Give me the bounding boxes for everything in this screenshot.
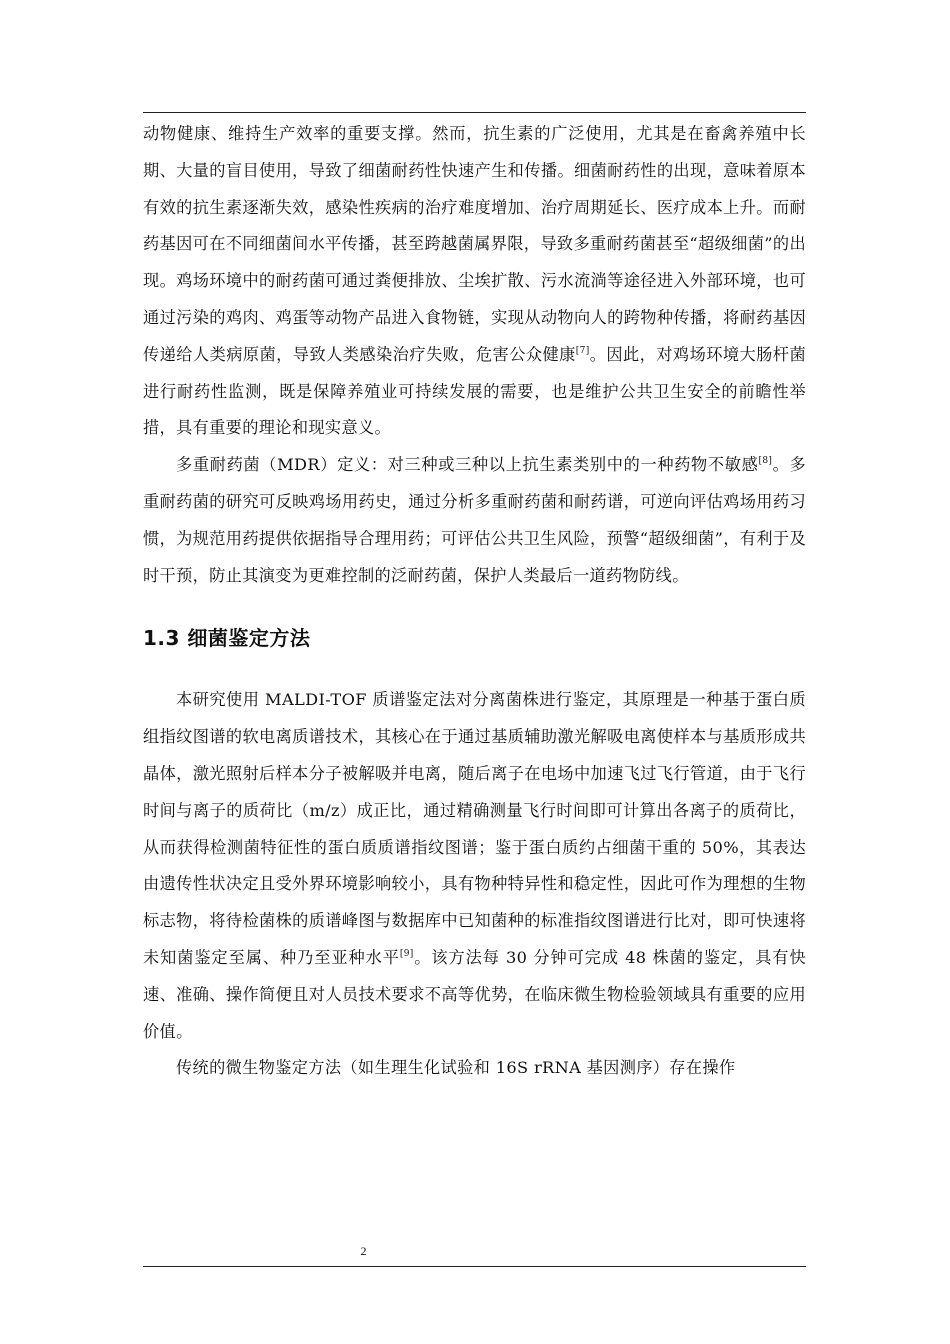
- paragraph-maldi-tof: [143, 682, 806, 1050]
- page-number: 2: [360, 1244, 367, 1258]
- header-rule: [143, 112, 806, 113]
- footer-rule: [143, 1266, 806, 1267]
- paragraph-text-tail: 。多重耐药菌的研究可反映鸡场用药史，通过分析多重耐药菌和耐药谱，可逆向评估鸡场用药习惯，为规范用药提供依据指导合理用药；可评估公共卫生风险，预警“超级细菌”，有利于及时干预，防止其演变为更难控制的泛耐药菌，保护人类最后一道药物防线。: [143, 455, 806, 585]
- paragraph-text: 动物健康、维持生产效率的重要支撑。然而，抗生素的广泛使用，尤其是在畜禽养殖中长期、大量的盲目使用，导致了细菌耐药性快速产生和传播。细菌耐药性的出现，意味着原本有效的抗生素逐渐失效，感染性疾病的治疗难度增加、治疗周期延长、医疗成本上升。而耐药基因可在不同细菌间水平传播，甚至跨越菌属界限，导致多重耐药菌甚至“超级细菌”的出现。鸡场环境中的耐药菌可通过粪便排放、尘埃扩散、污水流淌等途径进入外部环境，也可通过污染的鸡肉、鸡蛋等动物产品进入食物链，实现从动物向人的跨物种传播，将耐药基因传递给人类病原菌，导致人类感染治疗失败，危害公众健康: [143, 124, 806, 364]
- body-content: [143, 116, 806, 1087]
- paragraph-text: 传统的微生物鉴定方法（如生理生化试验和 16S rRNA 基因测序）存在操作: [176, 1058, 736, 1078]
- citation-ref: [8]: [758, 456, 773, 467]
- citation-ref: [7]: [575, 345, 590, 356]
- paragraph-antibiotic-resistance: [143, 116, 806, 447]
- paragraph-mdr-definition: [143, 447, 806, 594]
- paragraph-text: 本研究使用 MALDI-TOF 质谱鉴定法对分离菌株进行鉴定，其原理是一种基于蛋白质组指纹图谱的软电离质谱技术，其核心在于通过基质辅助激光解吸电离使样本与基质形成共晶体，激光照射后样本分子被解吸并电离，随后离子在电场中加速飞过飞行管道，由于飞行时间与离子的质荷比（m/z）成正比，通过精确测量飞行时间即可计算出各离子的质荷比，从而获得检测菌特征性的蛋白质质谱指纹图谱；鉴于蛋白质约占细菌干重的 50%，其表达由遗传性状决定且受外界环境影响较小，具有物种特异性和稳定性，因此可作为理想的生物标志物，将待检菌株的质谱峰图与数据库中已知菌种的标准指纹图谱进行比对，即可快速将未知菌鉴定至属、种乃至亚种水平: [143, 690, 806, 967]
- paragraph-traditional-methods: [143, 1050, 806, 1087]
- section-heading: 1.3 细菌鉴定方法: [143, 626, 311, 651]
- paragraph-text-tail: 。该方法每 30 分钟可完成 48 株菌的鉴定，具有快速、准确、操作简便且对人员技术要求不高等优势，在临床微生物检验领域具有重要的应用价值。: [143, 947, 806, 1041]
- paragraph-text-tail: 。因此，对鸡场环境大肠杆菌进行耐药性监测，既是保障养殖业可持续发展的需要，也是维护公共卫生安全的前瞻性举措，具有重要的理论和现实意义。: [143, 344, 806, 438]
- paragraph-text: 多重耐药菌（MDR）定义：对三种或三种以上抗生素类别中的一种药物不敏感: [176, 455, 759, 475]
- citation-ref: [9]: [399, 948, 414, 959]
